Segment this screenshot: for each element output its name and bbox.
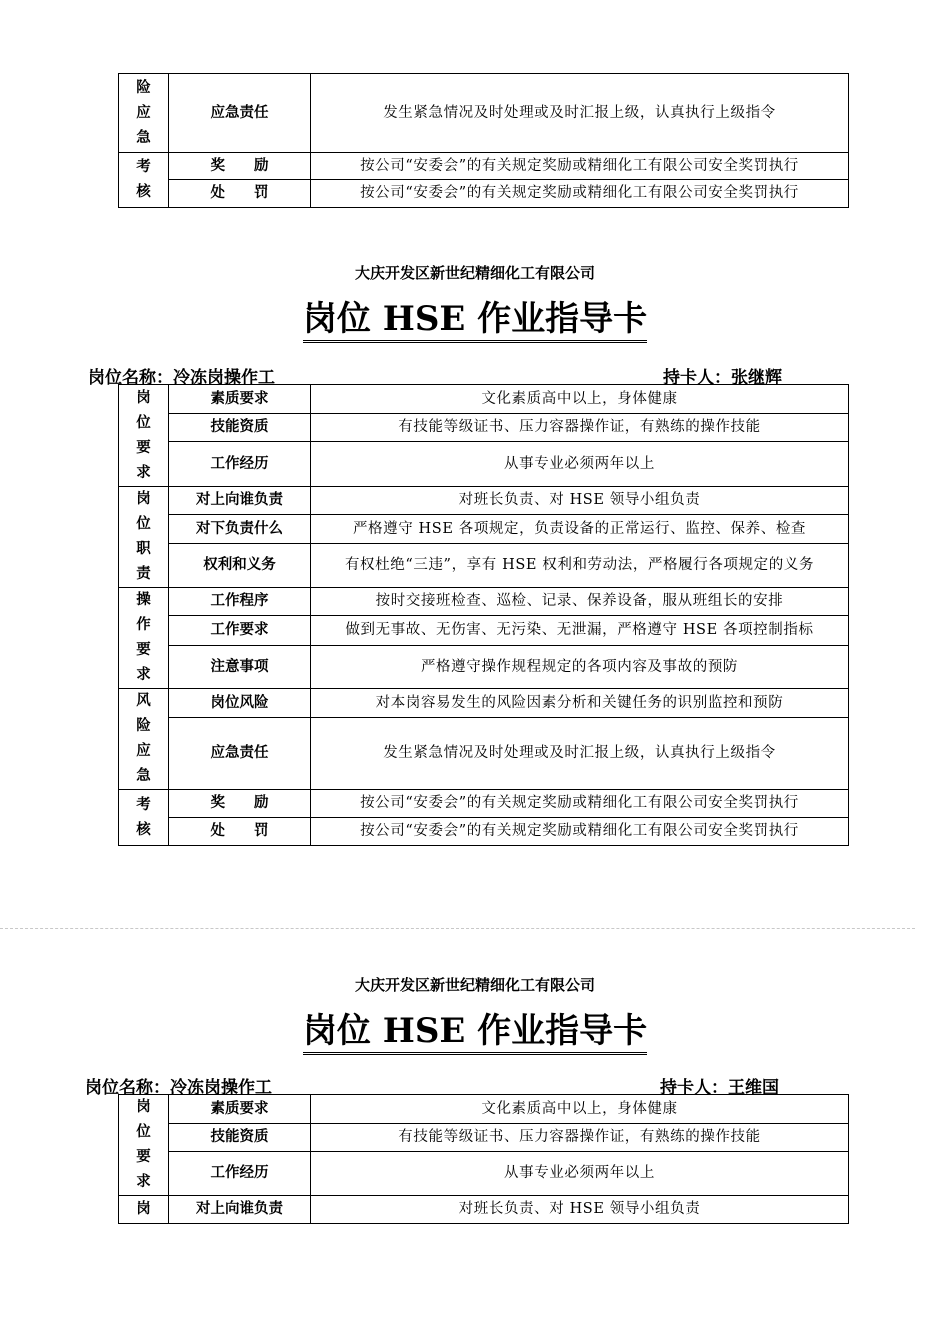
desc-cell: 对班长负责、对 HSE 领导小组负责: [311, 487, 849, 515]
item-cell: 处 罚: [169, 180, 311, 208]
category-cell-operation: 操 作 要 求: [119, 588, 169, 689]
item-cell: 对上向谁负责: [169, 487, 311, 515]
desc-cell: 按公司“安委会”的有关规定奖励或精细化工有限公司安全奖罚执行: [311, 818, 849, 846]
item-cell: 工作经历: [169, 442, 311, 487]
item-cell: 技能资质: [169, 1124, 311, 1152]
table-row: [119, 442, 849, 487]
card-title: [0, 291, 950, 340]
item-cell: 技能资质: [169, 414, 311, 442]
category-cell-assessment: 考 核: [119, 790, 169, 846]
desc-cell: 对班长负责、对 HSE 领导小组负责: [311, 1196, 849, 1224]
hse-card-table: [118, 1094, 849, 1224]
item-cell: 工作经历: [169, 1152, 311, 1196]
item-cell: 素质要求: [169, 385, 311, 414]
item-cell: 奖 励: [169, 153, 311, 180]
desc-cell: 按公司“安委会”的有关规定奖励或精细化工有限公司安全奖罚执行: [311, 180, 849, 208]
company-name: 大庆开发区新世纪精细化工有限公司: [354, 264, 595, 282]
desc-cell: 严格遵守操作规程规定的各项内容及事故的预防: [311, 645, 849, 688]
desc-cell: 文化素质高中以上，身体健康: [311, 1095, 849, 1124]
table-row: [119, 718, 849, 790]
table-row: [119, 414, 849, 442]
desc-cell: 按公司“安委会”的有关规定奖励或精细化工有限公司安全奖罚执行: [311, 790, 849, 818]
table-row: [119, 153, 849, 180]
table-row: [119, 689, 849, 718]
table-row: [119, 544, 849, 588]
hse-card-fragment-table: [118, 73, 849, 208]
table-row: [119, 588, 849, 616]
page-break-divider: [0, 928, 915, 929]
desc-cell: 有技能等级证书、压力容器操作证，有熟练的操作技能: [311, 414, 849, 442]
category-cell-risk: 风 险 应 急: [119, 689, 169, 790]
desc-cell: 按公司“安委会”的有关规定奖励或精细化工有限公司安全奖罚执行: [311, 153, 849, 180]
table-row: [119, 1152, 849, 1196]
desc-cell: 文化素质高中以上，身体健康: [311, 385, 849, 414]
holder-label: 持卡人：: [660, 1078, 728, 1098]
table-row: [119, 1124, 849, 1152]
desc-cell: 发生紧急情况及时处理或及时汇报上级，认真执行上级指令: [311, 74, 849, 153]
desc-cell: 有权杜绝“三违”，享有 HSE 权利和劳动法，严格履行各项规定的义务: [311, 544, 849, 588]
item-cell: 处 罚: [169, 818, 311, 846]
card-title: [0, 1003, 950, 1052]
table-row: [119, 818, 849, 846]
table-row: [119, 616, 849, 645]
category-cell-requirements: 岗 位 要 求: [119, 385, 169, 487]
item-cell: 注意事项: [169, 645, 311, 688]
table-row: [119, 385, 849, 414]
category-cell: 险 应 急: [119, 74, 169, 153]
desc-cell: 做到无事故、无伤害、无污染、无泄漏，严格遵守 HSE 各项控制指标: [311, 616, 849, 645]
hse-card-table: [118, 384, 849, 846]
table-row: [119, 1095, 849, 1124]
table-row: [119, 74, 849, 153]
holder-name: 王维国: [728, 1078, 779, 1098]
item-cell: 奖 励: [169, 790, 311, 818]
desc-cell: 对本岗容易发生的风险因素分析和关键任务的识别监控和预防: [311, 689, 849, 718]
table-row: [119, 1196, 849, 1224]
post-label: 岗位名称：: [85, 1078, 170, 1098]
desc-cell: 发生紧急情况及时处理或及时汇报上级，认真执行上级指令: [311, 718, 849, 790]
table-row: [119, 645, 849, 688]
table-row: [119, 487, 849, 515]
table-row: [119, 180, 849, 208]
holder-label: 持卡人：: [663, 368, 731, 388]
post-name: 冷冻岗操作工: [173, 368, 275, 388]
holder-name: 张继辉: [731, 368, 782, 388]
post-label: 岗位名称：: [88, 368, 173, 388]
category-cell-duties: 岗 位 职 责: [119, 487, 169, 588]
item-cell: 权利和义务: [169, 544, 311, 588]
card-title-text: 岗位 HSE 作业指导卡: [303, 1011, 647, 1055]
item-cell: 应急责任: [169, 718, 311, 790]
company-name: 大庆开发区新世纪精细化工有限公司: [354, 976, 595, 994]
category-cell: 考 核: [119, 153, 169, 208]
item-cell: 工作程序: [169, 588, 311, 616]
item-cell: 工作要求: [169, 616, 311, 645]
desc-cell: 按时交接班检查、巡检、记录、保养设备，服从班组长的安排: [311, 588, 849, 616]
desc-cell: 从事专业必须两年以上: [311, 442, 849, 487]
item-cell: 对下负责什么: [169, 515, 311, 544]
item-cell: 素质要求: [169, 1095, 311, 1124]
card-title-text: 岗位 HSE 作业指导卡: [303, 299, 647, 343]
post-name: 冷冻岗操作工: [170, 1078, 272, 1098]
category-cell-requirements: 岗 位 要 求: [119, 1095, 169, 1196]
table-row: [119, 790, 849, 818]
item-cell: 岗位风险: [169, 689, 311, 718]
desc-cell: 从事专业必须两年以上: [311, 1152, 849, 1196]
desc-cell: 有技能等级证书、压力容器操作证，有熟练的操作技能: [311, 1124, 849, 1152]
item-cell: 应急责任: [169, 74, 311, 153]
table-row: [119, 515, 849, 544]
category-cell-duties: 岗: [119, 1196, 169, 1224]
item-cell: 对上向谁负责: [169, 1196, 311, 1224]
desc-cell: 严格遵守 HSE 各项规定，负责设备的正常运行、监控、保养、检查: [311, 515, 849, 544]
